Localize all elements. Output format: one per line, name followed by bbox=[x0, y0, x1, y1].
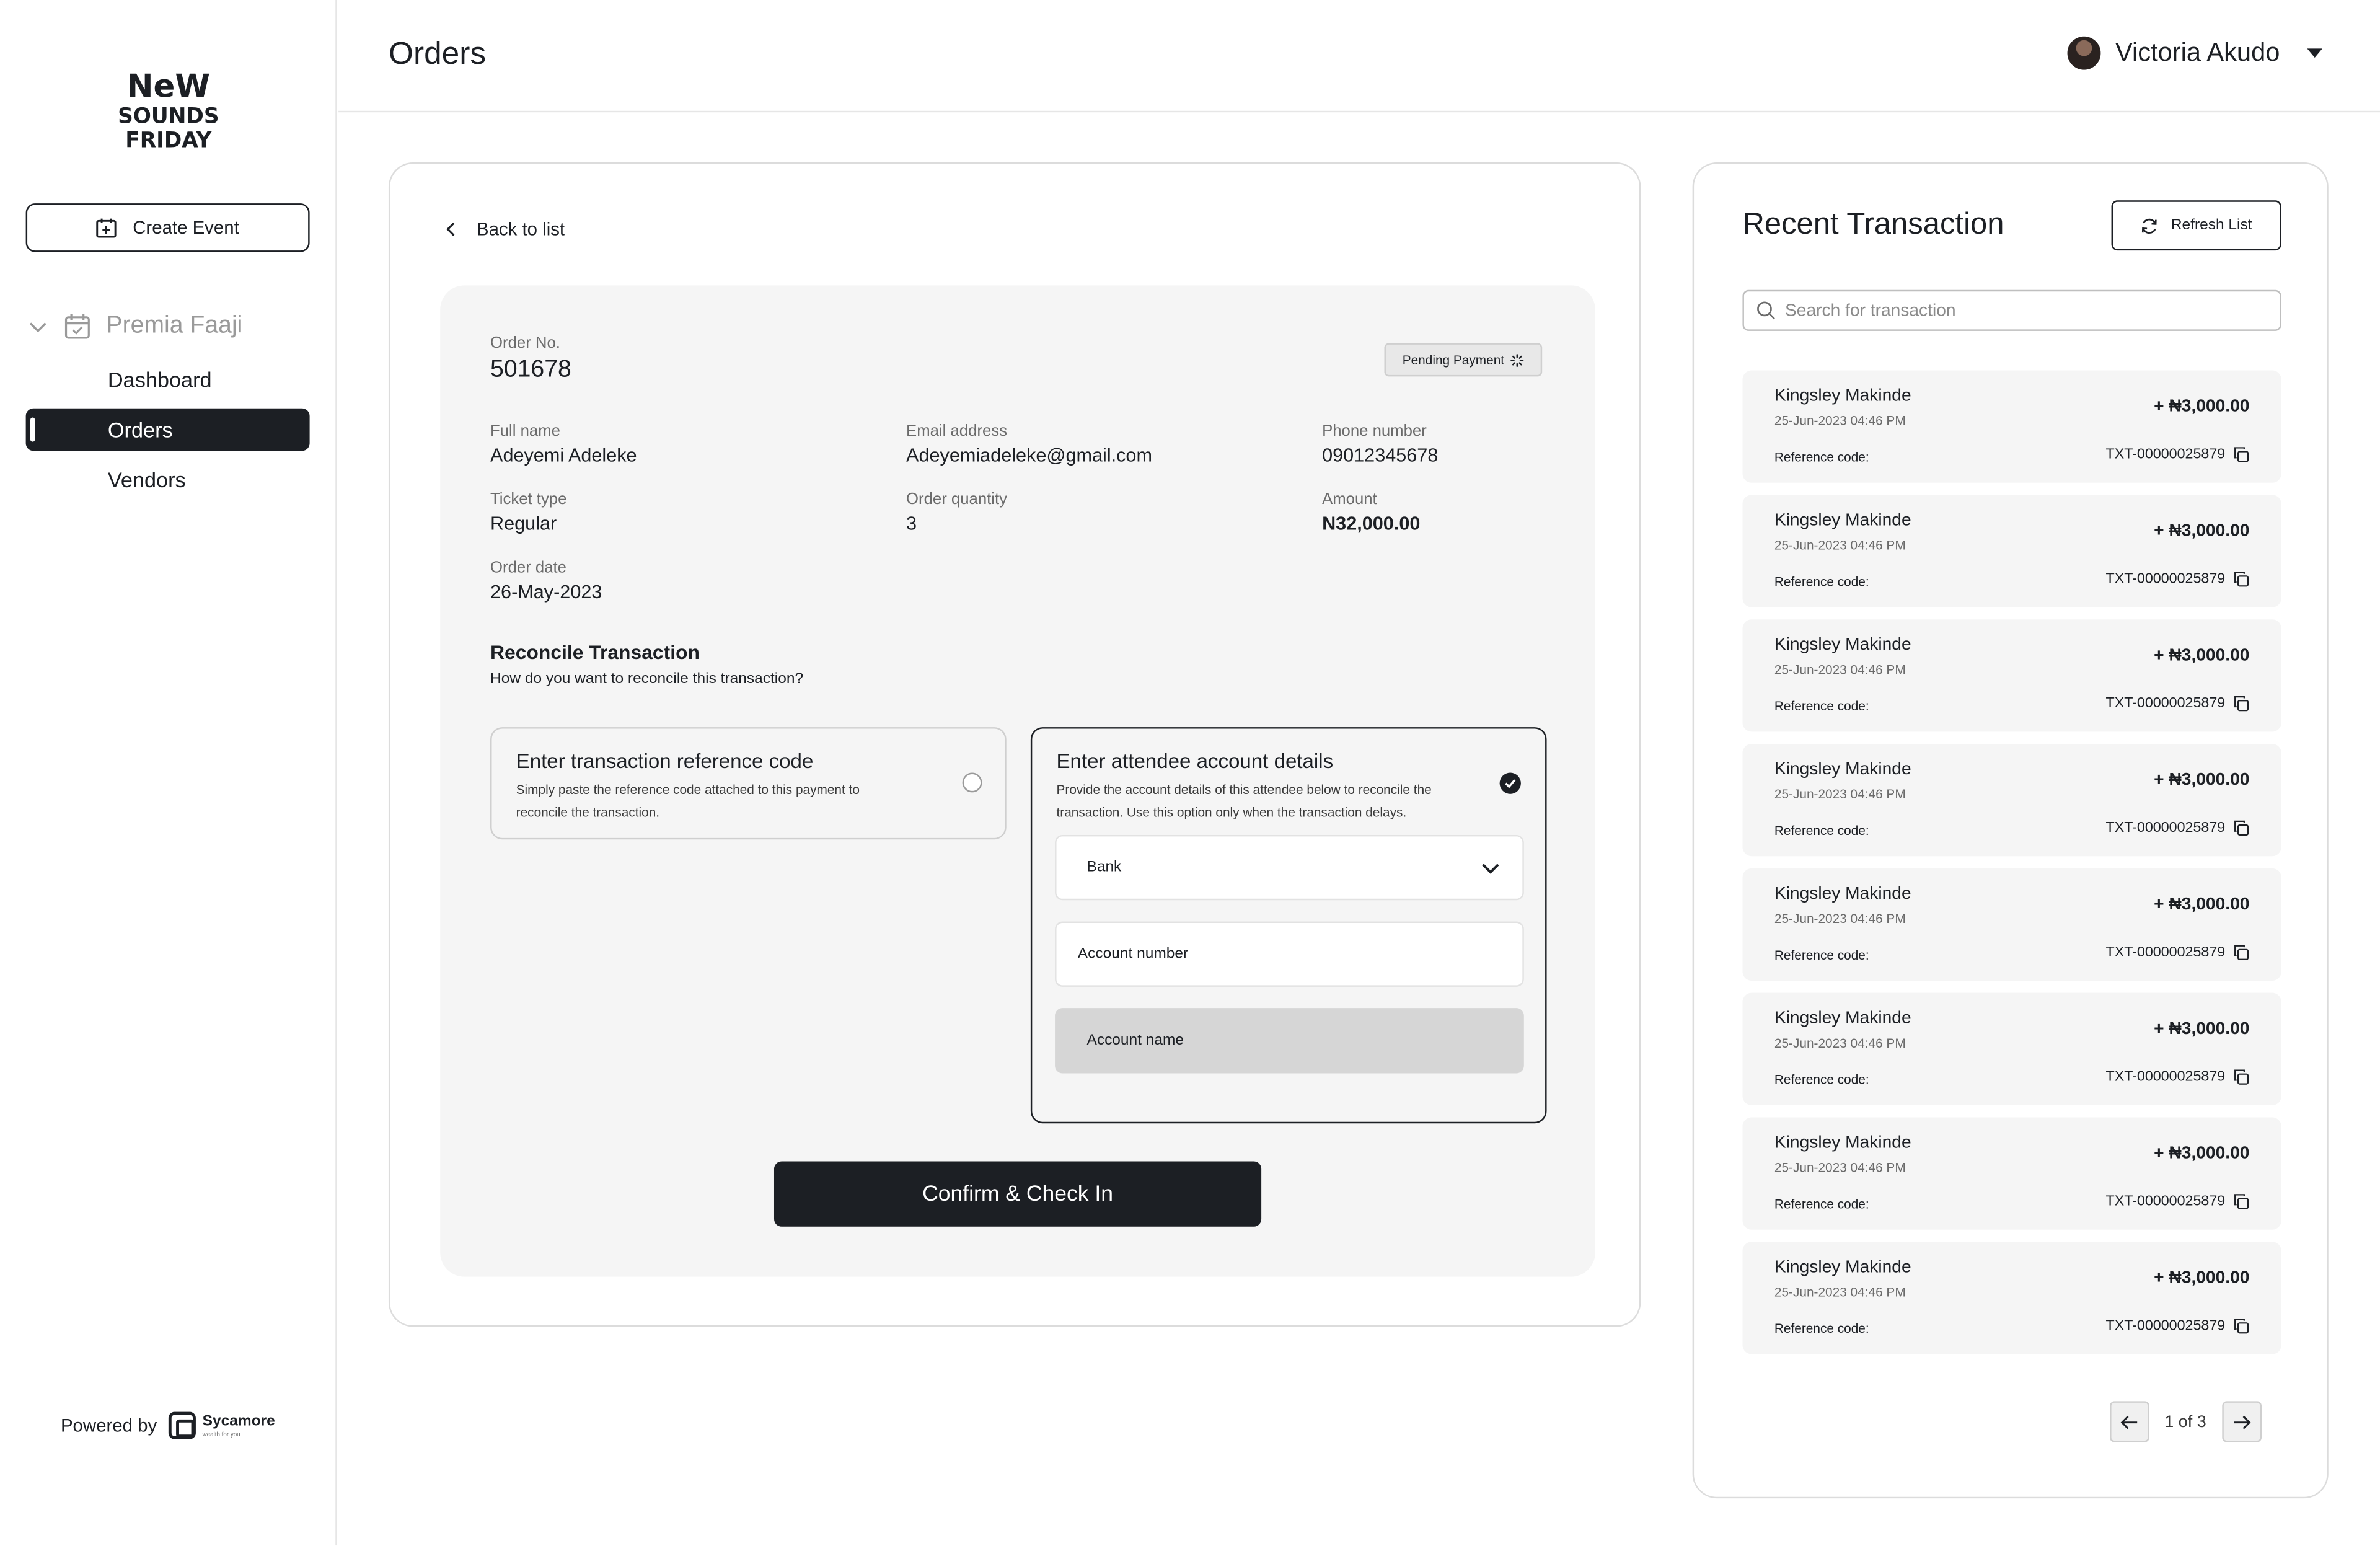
sidebar bbox=[0, 0, 337, 1545]
top-header bbox=[338, 0, 2380, 112]
sycamore-logo bbox=[169, 1412, 275, 1439]
tx-ref-label: Reference code: bbox=[1774, 1196, 1869, 1212]
radio-checked[interactable] bbox=[1500, 773, 1521, 794]
sidebar-item-label: Dashboard bbox=[107, 367, 212, 392]
next-page-button[interactable] bbox=[2221, 1401, 2261, 1442]
svg-text:NeW: NeW bbox=[126, 68, 211, 105]
order-panel bbox=[440, 285, 1595, 1276]
create-event-label: Create Event bbox=[133, 217, 239, 239]
tx-amount: + ₦3,000.00 bbox=[2154, 1269, 2250, 1288]
tx-ref-code: TXT-00000025879 bbox=[2105, 1317, 2226, 1335]
radio-unchecked[interactable] bbox=[963, 773, 982, 793]
refresh-label: Refresh List bbox=[2171, 217, 2252, 234]
svg-text:FRIDAY: FRIDAY bbox=[125, 128, 212, 152]
copy-icon[interactable] bbox=[2232, 944, 2249, 961]
account-number-placeholder: Account number bbox=[1077, 945, 1189, 963]
copy-icon[interactable] bbox=[2232, 571, 2249, 588]
option-desc: Provide the account details of this attendee below to reconcile the transaction. Use this option only when the transaction delays. bbox=[1056, 782, 1432, 819]
tx-name: Kingsley Makinde bbox=[1774, 387, 1911, 405]
tx-ref-label: Reference code: bbox=[1774, 698, 1869, 714]
tx-name: Kingsley Makinde bbox=[1774, 1009, 1911, 1028]
tx-ref bbox=[2105, 1069, 2249, 1085]
phone-label: Phone number bbox=[1322, 422, 1427, 441]
tx-amount: + ₦3,000.00 bbox=[2154, 1144, 2250, 1163]
transaction-item[interactable] bbox=[1742, 619, 2281, 731]
user-menu[interactable] bbox=[2067, 37, 2322, 70]
status-badge bbox=[1384, 343, 1542, 376]
tx-ref bbox=[2105, 1193, 2249, 1210]
tx-ref-label: Reference code: bbox=[1774, 823, 1869, 838]
logo-mark-icon bbox=[112, 67, 224, 152]
tx-date: 25-Jun-2023 04:46 PM bbox=[1774, 661, 1906, 678]
bank-select-label: Bank bbox=[1086, 859, 1122, 877]
tx-amount: + ₦3,000.00 bbox=[2154, 895, 2250, 914]
option-desc: Simply paste the reference code attached to this payment to reconcile the transaction. bbox=[516, 782, 860, 819]
tx-amount: + ₦3,000.00 bbox=[2154, 771, 2250, 790]
copy-icon[interactable] bbox=[2232, 1193, 2249, 1210]
tx-amount: + ₦3,000.00 bbox=[2154, 1020, 2250, 1039]
tx-ref-code: TXT-00000025879 bbox=[2105, 1193, 2226, 1210]
tx-amount: + ₦3,000.00 bbox=[2154, 397, 2250, 417]
order-detail-card bbox=[389, 162, 1641, 1327]
full-name-value: Adeyemi Adeleke bbox=[490, 444, 637, 466]
transaction-item[interactable] bbox=[1742, 868, 2281, 981]
transaction-item[interactable] bbox=[1742, 495, 2281, 607]
confirm-label: Confirm & Check In bbox=[922, 1182, 1113, 1206]
sidebar-item-orders[interactable] bbox=[26, 409, 310, 451]
copy-icon[interactable] bbox=[2232, 1069, 2249, 1085]
sycamore-tagline: wealth for you bbox=[202, 1429, 240, 1437]
ticket-type-value: Regular bbox=[490, 513, 557, 535]
page-indicator: 1 of 3 bbox=[2164, 1412, 2206, 1431]
tx-name: Kingsley Makinde bbox=[1774, 1258, 1911, 1277]
chevron-down-icon bbox=[1480, 857, 1501, 878]
tx-ref-code: TXT-00000025879 bbox=[2105, 446, 2226, 463]
email-label: Email address bbox=[906, 422, 1007, 441]
check-icon bbox=[1504, 777, 1517, 790]
account-name-placeholder: Account name bbox=[1086, 1032, 1184, 1049]
tx-ref bbox=[2105, 819, 2249, 836]
option-reference-code[interactable] bbox=[490, 727, 1007, 839]
tx-name: Kingsley Makinde bbox=[1774, 1134, 1911, 1152]
copy-icon[interactable] bbox=[2232, 819, 2249, 836]
tx-date: 25-Jun-2023 04:46 PM bbox=[1774, 1035, 1906, 1051]
tx-ref-label: Reference code: bbox=[1774, 947, 1869, 963]
tx-date: 25-Jun-2023 04:46 PM bbox=[1774, 413, 1906, 428]
sidebar-item-dashboard[interactable] bbox=[26, 358, 310, 401]
tx-name: Kingsley Makinde bbox=[1774, 636, 1911, 655]
tx-amount: + ₦3,000.00 bbox=[2154, 522, 2250, 541]
tx-ref-label: Reference code: bbox=[1774, 449, 1869, 465]
phone-value: 09012345678 bbox=[1322, 444, 1439, 466]
copy-icon[interactable] bbox=[2232, 696, 2249, 712]
transaction-item[interactable] bbox=[1742, 1117, 2281, 1229]
arrow-right-icon bbox=[2231, 1411, 2252, 1432]
tx-ref-label: Reference code: bbox=[1774, 573, 1869, 590]
search-input[interactable] bbox=[1785, 301, 2241, 319]
back-to-list-link[interactable] bbox=[443, 219, 565, 240]
tx-amount: + ₦3,000.00 bbox=[2154, 647, 2250, 665]
tx-ref-code: TXT-00000025879 bbox=[2105, 819, 2226, 837]
caret-down-icon bbox=[2307, 48, 2322, 58]
sidebar-item-label: Orders bbox=[107, 417, 173, 442]
prev-page-button[interactable] bbox=[2110, 1401, 2149, 1442]
quantity-label: Order quantity bbox=[906, 490, 1008, 509]
tx-name: Kingsley Makinde bbox=[1774, 511, 1911, 530]
reconcile-subtitle: How do you want to reconcile this transaction? bbox=[490, 671, 804, 688]
order-date-label: Order date bbox=[490, 559, 566, 577]
sycamore-mark-icon bbox=[169, 1412, 196, 1439]
calendar-plus-icon bbox=[96, 217, 117, 238]
tx-ref-code: TXT-00000025879 bbox=[2105, 1069, 2226, 1086]
reconcile-title: Reconcile Transaction bbox=[490, 640, 700, 664]
amount-value: N32,000.00 bbox=[1322, 513, 1421, 535]
account-number-field[interactable] bbox=[1055, 922, 1524, 987]
event-name: Premia Faaji bbox=[106, 312, 243, 339]
tx-ref-code: TXT-00000025879 bbox=[2105, 695, 2226, 712]
tx-ref-code: TXT-00000025879 bbox=[2105, 944, 2226, 961]
bank-select[interactable] bbox=[1055, 835, 1524, 900]
tx-ref-code: TXT-00000025879 bbox=[2105, 570, 2226, 588]
calendar-check-icon bbox=[64, 312, 91, 340]
create-event-button[interactable] bbox=[26, 203, 310, 252]
user-name: Victoria Akudo bbox=[2115, 38, 2280, 67]
sidebar-item-vendors[interactable] bbox=[26, 459, 310, 501]
transaction-item[interactable] bbox=[1742, 993, 2281, 1105]
event-group-toggle[interactable] bbox=[27, 312, 242, 340]
tx-name: Kingsley Makinde bbox=[1774, 760, 1911, 779]
tx-ref bbox=[2105, 571, 2249, 588]
svg-text:SOUNDS: SOUNDS bbox=[118, 104, 219, 129]
refresh-icon bbox=[2141, 216, 2159, 234]
confirm-check-in-button[interactable] bbox=[774, 1161, 1261, 1226]
brand-logo[interactable] bbox=[112, 67, 224, 152]
sycamore-name: Sycamore bbox=[202, 1412, 275, 1429]
back-label: Back to list bbox=[476, 218, 565, 240]
tx-ref-label: Reference code: bbox=[1774, 1320, 1869, 1336]
option-account-details[interactable] bbox=[1031, 727, 1547, 1123]
transaction-item[interactable] bbox=[1742, 371, 2281, 483]
quantity-value: 3 bbox=[906, 513, 917, 535]
tx-ref bbox=[2105, 446, 2249, 463]
transaction-list bbox=[1742, 371, 2281, 1367]
email-value: Adeyemiadeleke@gmail.com bbox=[906, 444, 1152, 466]
page-title: Orders bbox=[388, 36, 487, 72]
avatar bbox=[2067, 37, 2100, 70]
search-icon bbox=[1756, 301, 1776, 320]
pagination bbox=[2110, 1401, 2261, 1442]
order-no-value: 501678 bbox=[490, 356, 571, 383]
tx-name: Kingsley Makinde bbox=[1774, 885, 1911, 904]
tx-date: 25-Jun-2023 04:46 PM bbox=[1774, 911, 1906, 926]
arrow-left-icon bbox=[2119, 1411, 2140, 1432]
transaction-item[interactable] bbox=[1742, 744, 2281, 856]
sidebar-item-label: Vendors bbox=[107, 467, 186, 492]
tx-date: 25-Jun-2023 04:46 PM bbox=[1774, 537, 1906, 553]
amount-label: Amount bbox=[1322, 490, 1377, 509]
powered-by bbox=[61, 1412, 275, 1439]
transactions-title: Recent Transaction bbox=[1742, 208, 2004, 242]
tx-ref bbox=[2105, 944, 2249, 961]
status-text: Pending Payment bbox=[1402, 352, 1505, 368]
powered-by-label: Powered by bbox=[60, 1415, 157, 1436]
recent-transactions-card bbox=[1693, 162, 2329, 1498]
tx-date: 25-Jun-2023 04:46 PM bbox=[1774, 1284, 1906, 1300]
transaction-search[interactable] bbox=[1742, 290, 2281, 331]
copy-icon[interactable] bbox=[2232, 1318, 2249, 1335]
transaction-item[interactable] bbox=[1742, 1242, 2281, 1354]
full-name-label: Full name bbox=[490, 422, 560, 441]
tx-ref-label: Reference code: bbox=[1774, 1071, 1869, 1087]
order-no-label: Order No. bbox=[490, 333, 560, 353]
chevron-left-icon bbox=[443, 222, 458, 237]
chevron-down-icon bbox=[27, 316, 48, 337]
option-title: Enter attendee account details bbox=[1056, 749, 1334, 773]
copy-icon[interactable] bbox=[2232, 446, 2249, 463]
tx-date: 25-Jun-2023 04:46 PM bbox=[1774, 1160, 1906, 1175]
refresh-list-button[interactable] bbox=[2112, 200, 2281, 250]
account-name-field bbox=[1055, 1008, 1524, 1073]
option-title: Enter transaction reference code bbox=[516, 749, 814, 773]
tx-date: 25-Jun-2023 04:46 PM bbox=[1774, 786, 1906, 802]
order-date-value: 26-May-2023 bbox=[490, 581, 602, 603]
tx-ref bbox=[2105, 1318, 2249, 1335]
ticket-type-label: Ticket type bbox=[490, 490, 567, 509]
spinner-icon bbox=[1510, 353, 1524, 366]
tx-ref bbox=[2105, 696, 2249, 712]
